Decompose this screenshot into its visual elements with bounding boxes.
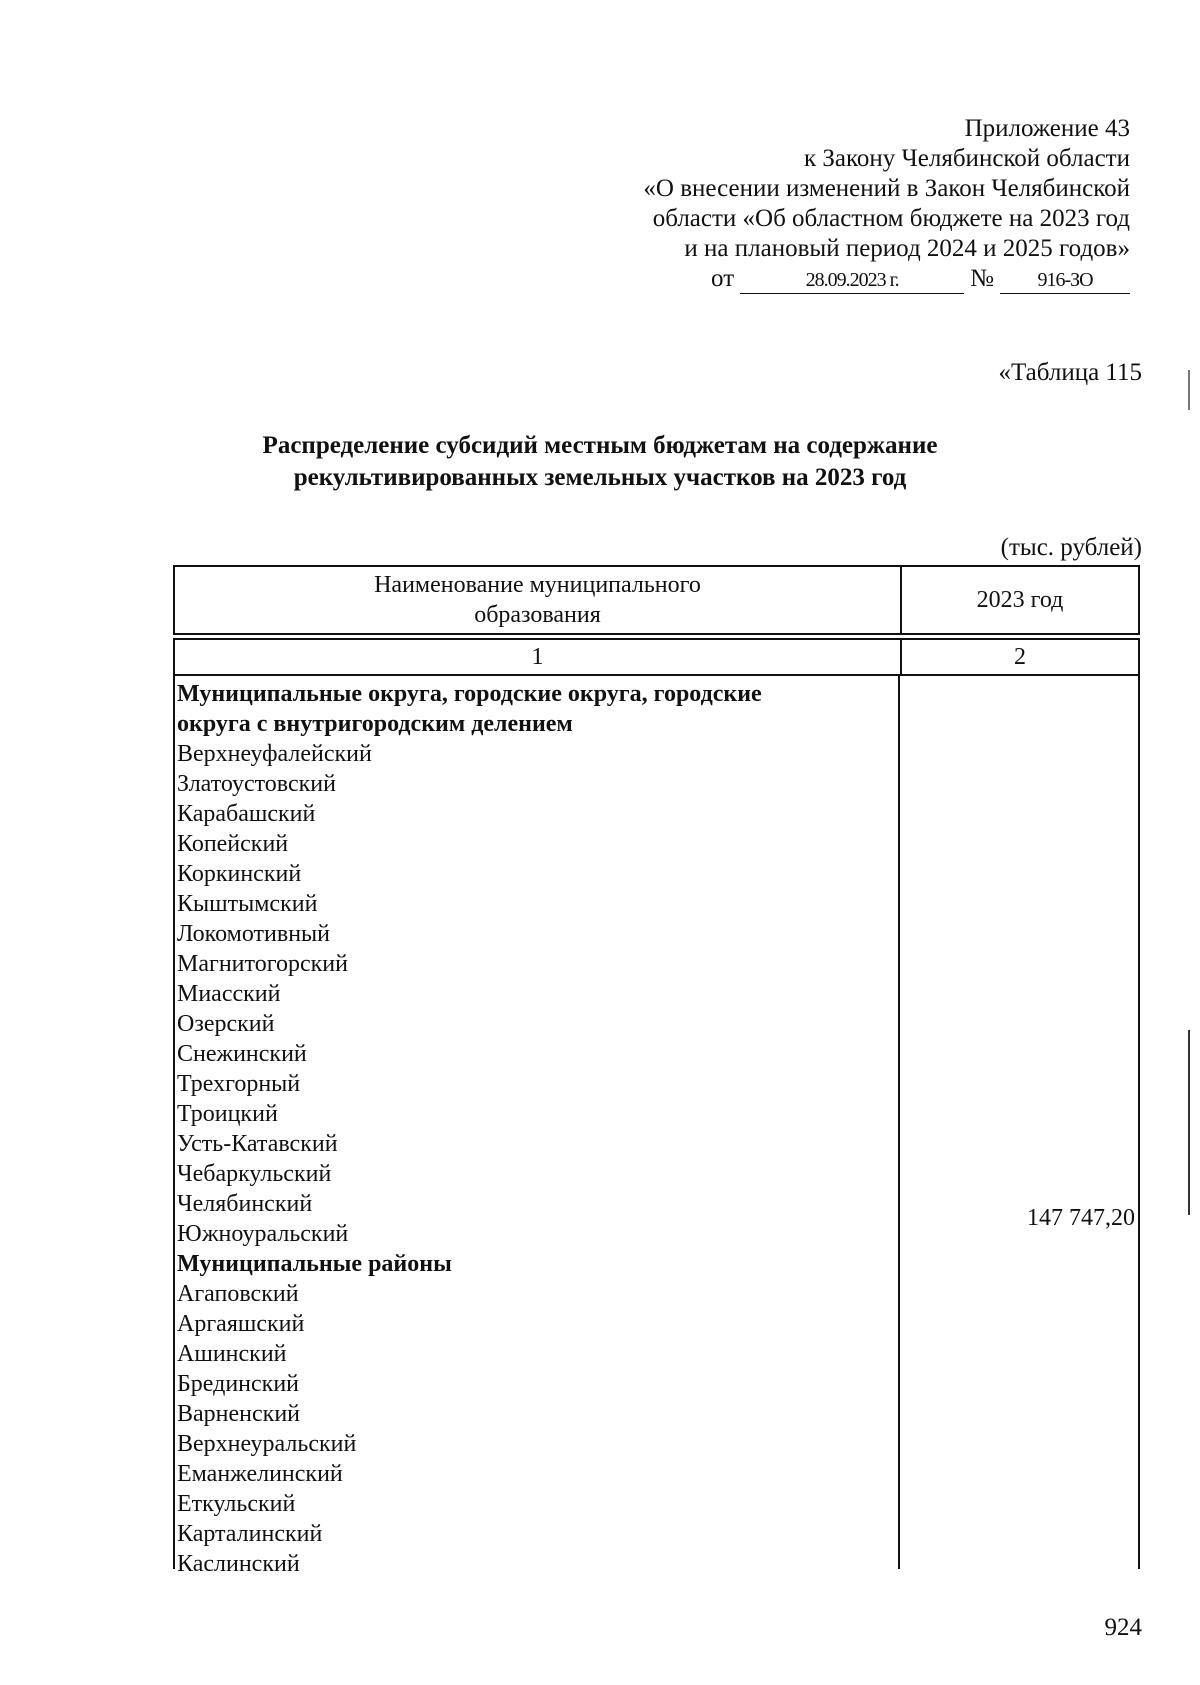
- table-row-municipality: Варненский: [177, 1401, 300, 1427]
- appendix-number: Приложение 43: [964, 115, 1130, 142]
- table-row-municipality: Локомотивный: [177, 921, 331, 947]
- column-number-2: 2: [1014, 643, 1026, 670]
- table-label: «Таблица 115: [998, 359, 1142, 386]
- column-header-municipality: [175, 567, 902, 633]
- table-row-municipality: Брединский: [177, 1371, 300, 1397]
- appendix-line-law: к Закону Челябинской области: [804, 145, 1130, 172]
- table-row-municipality: Магнитогорский: [177, 951, 348, 977]
- amount-column: [900, 676, 1138, 1569]
- table-section-heading: Муниципальные округа, городские округа, городские: [177, 681, 762, 707]
- table-section-heading: округа с внутригородским делением: [177, 711, 573, 737]
- table-header-row: [173, 565, 1140, 635]
- table-row-municipality: Верхнеуральский: [177, 1431, 357, 1457]
- table-section-heading: Муниципальные районы: [177, 1251, 452, 1277]
- scan-edge-mark: [1188, 370, 1190, 410]
- units-label: (тыс. рублей): [1000, 534, 1142, 561]
- table-row-municipality: Карабашский: [177, 801, 316, 827]
- title-line-1: Распределение субсидий местным бюджетам на содержание: [262, 432, 938, 459]
- municipality-column: [175, 676, 900, 1577]
- table-row-municipality: Чебаркульский: [177, 1161, 332, 1187]
- column-number-row: [173, 638, 1140, 676]
- appendix-line-period: и на плановый период 2024 и 2025 годов»: [684, 235, 1130, 262]
- number-label: №: [970, 265, 994, 292]
- table-body: [173, 676, 1140, 1577]
- table-row-municipality: Верхнеуфалейский: [177, 741, 372, 767]
- table-row-municipality: Ашинский: [177, 1341, 287, 1367]
- table-row-municipality: Копейский: [177, 831, 289, 857]
- document-title: [0, 430, 1200, 494]
- column-number-1: 1: [175, 640, 902, 674]
- appendix-line-budget: области «Об областном бюджете на 2023 год: [652, 205, 1130, 232]
- table-row-municipality: Агаповский: [177, 1281, 299, 1307]
- subsidy-table: [173, 565, 1140, 1577]
- table-row-municipality: Челябинский: [177, 1191, 313, 1217]
- table-row-municipality: Снежинский: [177, 1041, 307, 1067]
- table-row-municipality: Троицкий: [177, 1101, 278, 1127]
- table-row-municipality: Еткульский: [177, 1491, 296, 1517]
- appendix-line-amend: «О внесении изменений в Закон Челябинской: [643, 175, 1130, 202]
- chelyabinsk-amount: 147 747,20: [1027, 1205, 1135, 1231]
- table-row-municipality: Коркинский: [177, 861, 302, 887]
- appendix-header: [510, 114, 1130, 294]
- title-line-2: рекультивированных земельных участков на 2023 год: [293, 464, 907, 491]
- law-number: 916-ЗО: [1000, 267, 1130, 294]
- scan-edge-mark: [1188, 1030, 1190, 1215]
- column-header-year: 2023 год: [976, 586, 1064, 613]
- column-header-municipality-line2: образования: [474, 602, 601, 628]
- table-row-municipality: Трехгорный: [177, 1071, 301, 1097]
- table-row-municipality: Аргаяшский: [177, 1311, 305, 1337]
- table-row-municipality: Южноуральский: [177, 1221, 349, 1247]
- table-row-municipality: Златоустовский: [177, 771, 336, 797]
- table-row-municipality: Миасский: [177, 981, 281, 1007]
- table-row-municipality: Кыштымский: [177, 891, 318, 917]
- law-date-number-line: [510, 264, 1130, 294]
- page-number: 924: [1104, 1614, 1142, 1641]
- column-header-municipality-line1: Наименование муниципального: [374, 572, 701, 598]
- law-date: 28.09.2023 г.: [740, 267, 964, 294]
- from-label: от: [711, 265, 735, 292]
- table-row-municipality: Усть-Катавский: [177, 1131, 338, 1157]
- table-row-municipality: Озерский: [177, 1011, 275, 1037]
- table-row-municipality: Каслинский: [177, 1551, 300, 1577]
- table-row-municipality: Карталинский: [177, 1521, 323, 1547]
- table-row-municipality: Еманжелинский: [177, 1461, 343, 1487]
